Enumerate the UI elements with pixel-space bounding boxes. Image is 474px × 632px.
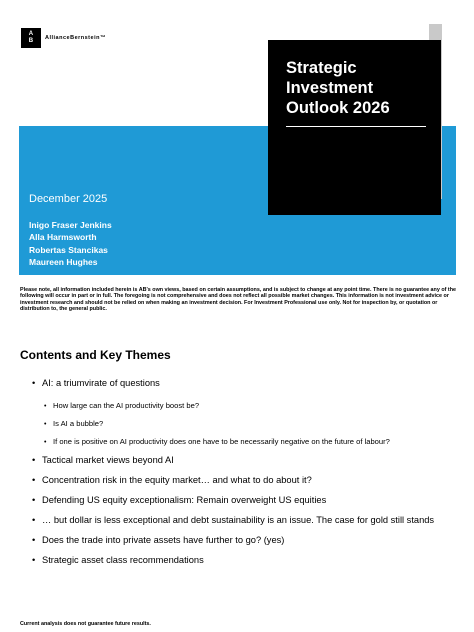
- bullet-icon: •: [32, 455, 36, 465]
- contents-item-text: Defending US equity exceptionalism: Remain overweight US equities: [42, 495, 327, 505]
- contents-item: [32, 455, 174, 465]
- author-name: Robertas Stancikas: [29, 244, 108, 255]
- bullet-icon: •: [32, 475, 36, 485]
- publication-date: December 2025: [29, 193, 108, 205]
- logo-mark-top: A: [28, 31, 34, 37]
- bullet-icon: •: [44, 403, 47, 410]
- contents-item: [32, 475, 312, 485]
- author-name: Inigo Fraser Jenkins: [29, 220, 112, 230]
- contents-item: [32, 378, 160, 388]
- author-list: [29, 219, 112, 268]
- contents-item-text: AI: a triumvirate of questions: [42, 378, 160, 388]
- contents-item-text: Tactical market views beyond AI: [42, 455, 174, 465]
- bullet-icon: •: [32, 378, 36, 388]
- contents-subitem-text: If one is positive on AI productivity does one have to be necessarily negative on the future of labour?: [53, 437, 390, 446]
- logo-mark-bottom: B: [28, 38, 34, 44]
- bullet-icon: •: [32, 515, 36, 525]
- contents-subitem: [44, 437, 390, 446]
- logo-wordmark: AllianceBernstein™: [45, 35, 106, 41]
- bullet-icon: •: [32, 535, 36, 545]
- document-title: Strategic Investment Outlook 2026: [286, 59, 390, 117]
- contents-subitem: [44, 401, 199, 410]
- contents-item: [32, 535, 284, 545]
- contents-item: [32, 495, 326, 505]
- footer-note: Current analysis does not guarantee future results.: [20, 621, 151, 627]
- bullet-icon: •: [32, 495, 36, 505]
- contents-item-text: Concentration risk in the equity market… and what to do about it?: [42, 475, 312, 485]
- contents-item-text: Strategic asset class recommendations: [42, 555, 204, 565]
- title-underline: [286, 126, 426, 127]
- contents-subitem-text: Is AI a bubble?: [53, 419, 104, 428]
- author-name: Maureen Hughes: [29, 256, 98, 267]
- contents-item-text: Does the trade into private assets have further to go? (yes): [42, 535, 285, 545]
- logo-mark: [21, 28, 41, 48]
- contents-item: [32, 515, 434, 525]
- contents-subitem: [44, 419, 103, 428]
- contents-item: [32, 555, 204, 565]
- contents-item-text: … but dollar is less exceptional and debt sustainability is an issue. The case for gold still stands: [42, 515, 435, 525]
- author-name: Alla Harmsworth: [29, 232, 97, 243]
- disclaimer-text: Please note, all information included herein is AB's own views, based on certain assumptions, and is subject to change at any point time. There is no guarantee any of the following will occur in part or in full. The foregoing is not comprehensive and does not reflect all possible market changes. This information is not investment advice or investment research and should not be relied on when making an investment decision. For Investment Professional use only. Not for inspection by, or quotation or distribution to, the general public.: [20, 287, 457, 313]
- contents-subitem-text: How large can the AI productivity boost be?: [53, 401, 200, 410]
- alliancebernstein-logo: [21, 28, 106, 48]
- bullet-icon: •: [32, 555, 36, 565]
- bullet-icon: •: [44, 421, 47, 428]
- contents-heading: Contents and Key Themes: [20, 348, 171, 362]
- bullet-icon: •: [44, 439, 47, 446]
- cover-title-box: [268, 40, 441, 215]
